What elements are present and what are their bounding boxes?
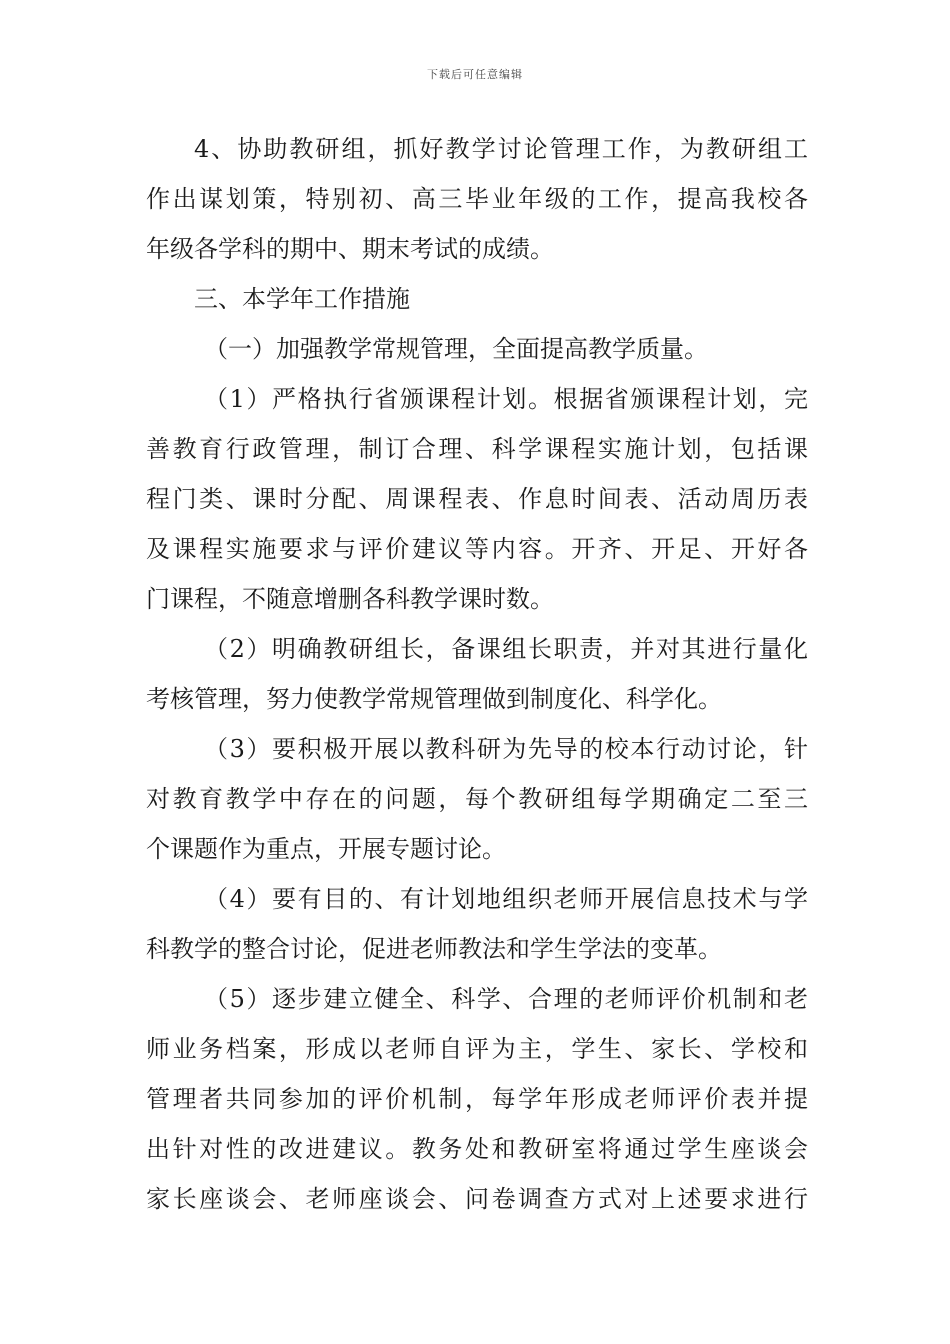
text-line: 年级各学科的期中、期末考试的成绩。 bbox=[146, 235, 554, 263]
page-header-note: 下载后可任意编辑 bbox=[427, 68, 523, 81]
text-line: 考核管理，努力使教学常规管理做到制度化、科学化。 bbox=[146, 685, 722, 713]
text-line: （4）要有目的、有计划地组织老师开展信息技术与学 bbox=[204, 885, 808, 913]
text-line: 作出谋划策，特别初、高三毕业年级的工作，提高我校各 bbox=[146, 185, 808, 213]
text-line: 科教学的整合讨论，促进老师教法和学生学法的变革。 bbox=[146, 935, 722, 963]
text-line: （1）严格执行省颁课程计划。根据省颁课程计划，完 bbox=[204, 385, 808, 413]
text-line: 个课题作为重点，开展专题讨论。 bbox=[146, 835, 506, 863]
text-line: （3）要积极开展以教科研为先导的校本行动讨论，针 bbox=[204, 735, 808, 763]
text-line: 师业务档案，形成以老师自评为主，学生、家长、学校和 bbox=[146, 1035, 808, 1063]
text-line: 出针对性的改进建议。教务处和教研室将通过学生座谈会 bbox=[146, 1135, 808, 1163]
text-line: 及课程实施要求与评价建议等内容。开齐、开足、开好各 bbox=[146, 535, 808, 563]
text-line: 门课程，不随意增删各科教学课时数。 bbox=[146, 585, 554, 613]
text-line: 4、协助教研组，抓好教学讨论管理工作，为教研组工 bbox=[194, 135, 808, 163]
text-line: 家长座谈会、老师座谈会、问卷调查方式对上述要求进行 bbox=[146, 1185, 808, 1213]
text-line: 程门类、课时分配、周课程表、作息时间表、活动周历表 bbox=[146, 485, 808, 513]
text-line: 三、本学年工作措施 bbox=[194, 285, 410, 313]
document-body bbox=[146, 124, 808, 1224]
text-line: 善教育行政管理，制订合理、科学课程实施计划，包括课 bbox=[146, 435, 808, 463]
text-line: 管理者共同参加的评价机制，每学年形成老师评价表并提 bbox=[146, 1085, 808, 1113]
text-line: （2）明确教研组长，备课组长职责，并对其进行量化 bbox=[204, 635, 808, 663]
text-line: （5）逐步建立健全、科学、合理的老师评价机制和老 bbox=[204, 985, 808, 1013]
text-line: （一）加强教学常规管理，全面提高教学质量。 bbox=[204, 335, 708, 363]
text-line: 对教育教学中存在的问题，每个教研组每学期确定二至三 bbox=[146, 785, 808, 813]
